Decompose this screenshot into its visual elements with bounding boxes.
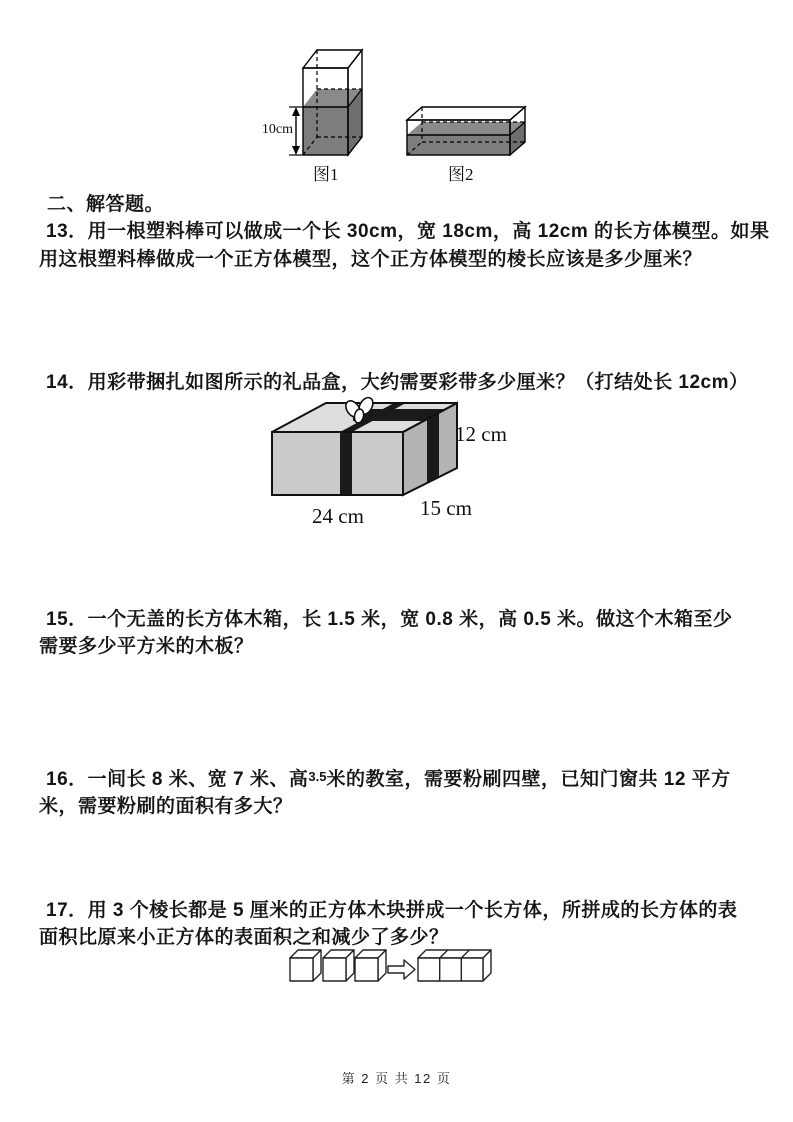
figure1-tall-tank xyxy=(262,50,362,184)
single-cube-2 xyxy=(323,950,354,981)
fig1-dimension-label: 10cm xyxy=(261,122,293,137)
question-13-line-1: 13．用一根塑料棒可以做成一个长 30cm，宽 18cm，高 12cm 的长方体模型。如果 xyxy=(46,221,770,242)
question-16-line-1 xyxy=(46,764,731,791)
section2-heading: 二、解答题。 xyxy=(47,194,165,215)
single-cube-1 xyxy=(290,950,321,981)
question-15-line-2: 需要多少平方米的木板？ xyxy=(39,636,254,657)
fig2-caption: 图2 xyxy=(448,165,474,184)
question-16-line-2: 米，需要粉刷的面积有多大？ xyxy=(39,796,293,817)
single-cube-3 xyxy=(355,950,386,981)
cubes-diagram xyxy=(280,944,495,994)
q16-text-suffix: 米的教室，需要粉刷四壁，已知门窗共 12 平方 xyxy=(326,769,731,790)
arrow-icon xyxy=(388,960,415,979)
fig1-caption: 图1 xyxy=(313,165,339,184)
question-13-line-2: 用这根塑料棒做成一个正方体模型，这个正方体模型的棱长应该是多少厘米？ xyxy=(39,249,703,270)
q16-small-number: 3.5 xyxy=(308,769,327,784)
question-14-line-1: 14．用彩带捆扎如图所示的礼品盒，大约需要彩带多少厘米？（打结处长 12cm） xyxy=(46,372,749,393)
gift-box-figure xyxy=(255,385,555,530)
q16-text-prefix: 16．一间长 8 米、宽 7 米、高 xyxy=(46,769,309,790)
question-15-line-1: 15．一个无盖的长方体木箱，长 1.5 米，宽 0.8 米，高 0.5 米。做这个木箱至少 xyxy=(46,609,733,630)
question-17-line-1: 17．用 3 个棱长都是 5 厘米的正方体木块拼成一个长方体，所拼成的长方体的表 xyxy=(46,900,738,921)
giftbox-height-label: 12 cm xyxy=(455,422,507,446)
question-17-line-2: 面积比原来小正方体的表面积之和减少了多少？ xyxy=(39,927,449,948)
giftbox-width-label: 24 cm xyxy=(312,504,364,528)
giftbox-depth-label: 15 cm xyxy=(420,496,472,520)
page-number-footer: 第 2 页 共 12 页 xyxy=(341,1071,452,1086)
figure2-flat-tank xyxy=(407,107,525,184)
joined-prism xyxy=(418,950,491,981)
water-tank-figures xyxy=(260,40,550,190)
